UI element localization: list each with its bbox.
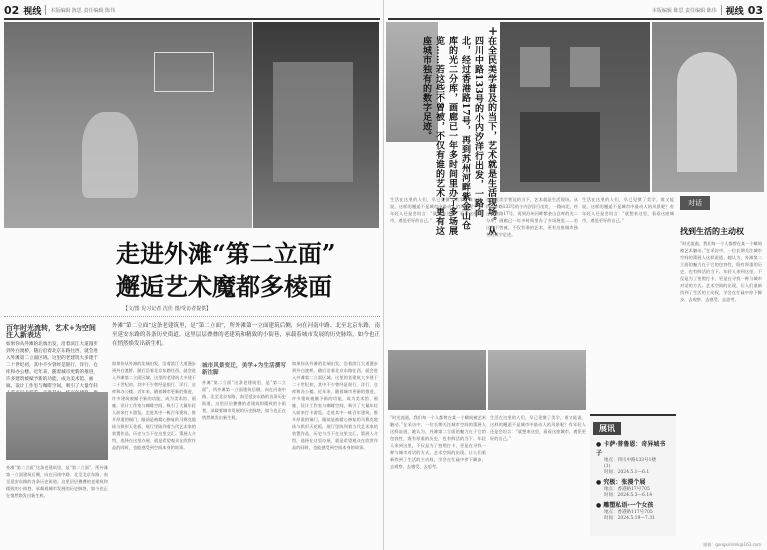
body-column-1b: 外滩“第二立面”这条老建筑里，是“第二立面”，所外滩第一立面建筑后侧，向在河南中路、北至北京东路，南至延安东路的各条历史街道。这里层层叠叠的老建筑和精致的小街巷，承载着城市发展的历史脉络，如今也正在悄然焕发出新生机。 <box>6 465 108 498</box>
listing-title: ● 究极：张漫个展 <box>596 479 646 486</box>
plus-icon: + <box>488 24 499 38</box>
gallery-photo-main <box>4 22 252 228</box>
right-body-4: “时光流逝，我们每一个人都曾在某一个瞬间被艺术触动。”在采访中，一位长期关注城市空间的策展人这样说道。她认为，外滩第二立面的魅力在于它的包容性，既有厚重的历史，也有鲜活的当下。年轻人来到这里，不仅是为了拍照打卡，更是在寻找一种与城市对话的方式。艺术空间的出现，让人们重新找到了生活的主动权，学会在忙碌中停下脚步，去观察、去感受、去思考。 <box>390 415 486 469</box>
section-title: 视线 <box>725 6 744 17</box>
gallery-photo-side <box>253 22 379 228</box>
listing-meta: 地点：四川中路133号1楼(1) 时间：2024.5.1—6.1 <box>604 458 656 475</box>
body-column-3 <box>202 360 286 535</box>
listings-box <box>590 414 676 536</box>
body-column-4: 如果你从外滩的北端出发，沿着滨江大道漫步到外白渡桥，随后沿着北京东路往西，就会进入外滩第二立面区域。这里的老建筑大多建于二十世纪初，其中不少曾经是银行、洋行、仓库和办公楼。近年来，随着城市更新的推进，许多建筑被赋予新的功能，成为美术馆、画廊、设计工作室与咖啡空间，吸引了大量年轻人前来打卡游览。走进其中一栋百年建筑，推开厚重的铜门，眼前是被精心修复的马赛克地砖与拱形天花板，展厅里陈列着当代艺术家的装置作品，历史与当下在这里交汇。策展人介绍，选择在这里办展，就是希望观众在欣赏作品的同时，也能感受到空间本身的故事。 <box>292 361 378 450</box>
listing-title: ● 卡萨·普鲁恩：奇异城书子 <box>596 441 666 457</box>
right-page-header <box>652 3 763 17</box>
entrance <box>520 112 600 182</box>
byline: 【文/图 见习记者 沈佳 图/受访者提供】 <box>123 306 212 312</box>
building-facade-photo <box>500 22 650 192</box>
headline <box>116 237 336 303</box>
body-text: 如果你从外滩的北端出发，沿着滨江大道漫步到外白渡桥，随后沿着北京东路往西，就会进入外滩第二立面区域。这里的老建筑大多建于二十世纪初，其中不少曾经是银行、洋行、仓库和办公楼。近年来，随着城市更新的推进，许多建筑被赋予新的功能，成为美术馆、画廊、设计工作室与咖啡空间，吸引了大量年轻 <box>6 342 98 389</box>
header-rule <box>388 18 763 20</box>
right-body-1: 生活在这里的人们，早已见惯了美学，谁又能说，这样的邂逅不是城市中最动人的风景呢？有年轻人还是会坦言：“就想来这里，看看这座城市，遇见更好的自己。” <box>390 197 482 223</box>
right-body-3: 生活在这里的人们，早已见惯了美学，谁又能说，这样的邂逅不是城市中最动人的风景呢？有年轻人还是会坦言：“就想来这里，看看这座城市，遇见更好的自己。” <box>582 197 674 223</box>
right-body-2: 在全民美学普及的当下，艺术就是生活现场。从四川中路133号的小内汐洋行出发，一路向北，经过香港路17号，再到苏州河畔紫金山仓库的光二分库，画廊已一年多时间里办了多场展览……若这些不曾被，不仅有谁的艺术，更有这座城市独有的数字足迹。 <box>486 197 578 237</box>
right-body-5: 生活在这里的人们，早已见惯了美学，谁又能说，这样的邂逅不是城市中最动人的风景呢？有年轻人还是会坦言：“就想来这里，看看这座城市，遇见更好的自己。” <box>490 415 586 441</box>
listing-meta: 地点：香港路117号705 时间：2024.5.19—7.31 <box>604 510 655 521</box>
window <box>570 47 600 87</box>
window-shape <box>273 62 353 182</box>
dotted-rule <box>4 316 380 317</box>
editor-credits: 本版编辑 陈思 责任编辑 陈伟 <box>651 7 717 14</box>
listing-item <box>590 438 676 476</box>
listing-item <box>590 499 676 522</box>
listings-header: 展讯 <box>593 422 621 435</box>
headline-line-1: 走进外滩“第二立面” <box>116 239 336 268</box>
wall-frame <box>154 52 214 92</box>
interior-photo-2 <box>488 350 586 410</box>
arch-interior-photo <box>652 22 764 192</box>
right-page <box>384 0 767 550</box>
street-photo <box>6 392 108 460</box>
header-rule <box>4 18 380 20</box>
body-text-2: 外滩“第二立面”这条老建筑里，是“第二立面”，所外滩第一立面建筑后侧，向在河南中路、北至北京东路，南至延安东路的各条历史街道。这里层层叠叠的老建筑和精致的小街巷，承载着城市发展的历史脉络，如今也正在悄然焕发出新生机。 <box>202 380 286 420</box>
divider <box>45 5 46 15</box>
divider <box>721 5 722 15</box>
dialogue-text: “时光流逝，我们每一个人都曾在某一个瞬间被艺术触动。”在采访中，一位长期关注城市空间的策展人这样说道。她认为，外滩第二立面的魅力在于它的包容性，既有厚重的历史，也有鲜活的当下。年轻人来到这里，不仅是为了拍照打卡，更是在寻找一种与城市对话的方式。艺术空间的出现，让人们重新找到了生活的主动权，学会在忙碌中停下脚步，去观察、去感受、去思考。 <box>680 241 762 302</box>
editor-credits: 本版编辑 陈思 责任编辑 陈伟 <box>50 7 116 14</box>
listing-title: ● 雕塑私语·一个女孩 <box>596 502 654 509</box>
deck-intro: 外滩“第二立面”这条老建筑里，是“第二立面”，所外滩第一立面建筑后侧，向在河南中路、北至北京东路，南至延安东路的各条历史街道。这里层层叠叠的老建筑和精致的小街巷，承载着城市发展的历史脉络，如今也正在悄然焕发出新生机。 <box>112 323 380 347</box>
feature-lead: 在全民美学普及的当下，艺术就是生活现场。从四川中路133号的小内汐洋行出发，一路向北，经过香港路17号，再到苏州河畔紫金山仓库的光二分库，画廊已一年多时间里办了多场展览……若这些不曾被，不仅有谁的艺术，更有这座城市独有的数字足迹。 <box>421 36 496 236</box>
footer-email: 邮箱：gongxinlsnk@163.com <box>703 542 761 547</box>
section-title: 视线 <box>23 6 42 17</box>
listing-item <box>590 476 676 499</box>
arch-shape <box>677 52 737 172</box>
page-number: 02 <box>4 3 20 17</box>
subhead-1: 百年时光流转，艺术+为空间注入新表达 <box>6 324 96 339</box>
headline-line-2: 邂逅艺术魔都多棱面 <box>116 272 332 301</box>
window <box>520 47 550 87</box>
figure-silhouette <box>82 112 138 198</box>
listing-meta: 地点：香港路17号705 时间：2024.5.3—6.14 <box>604 487 653 498</box>
page-number: 03 <box>747 3 763 17</box>
left-page-header <box>4 3 115 17</box>
subhead-2: 城市风景变迁，美学+为生活撰写新注脚 <box>202 363 286 376</box>
body-column-2: 如果你从外滩的北端出发，沿着滨江大道漫步到外白渡桥，随后沿着北京东路往西，就会进入外滩第二立面区域。这里的老建筑大多建于二十世纪初，其中不少曾经是银行、洋行、仓库和办公楼。近年来，随着城市更新的推进，许多建筑被赋予新的功能，成为美术馆、画廊、设计工作室与咖啡空间，吸引了大量年轻人前来打卡游览。走进其中一栋百年建筑，推开厚重的铜门，眼前是被精心修复的马赛克地砖与拱形天花板，展厅里陈列着当代艺术家的装置作品，历史与当下在这里交汇。策展人介绍，选择在这里办展，就是希望观众在欣赏作品的同时，也能感受到空间本身的故事。 <box>112 361 196 450</box>
dialogue-tag: 对话 <box>680 196 710 210</box>
street-photo-2 <box>388 350 486 410</box>
dialogue-title: 找到生活的主动权 <box>680 226 744 236</box>
